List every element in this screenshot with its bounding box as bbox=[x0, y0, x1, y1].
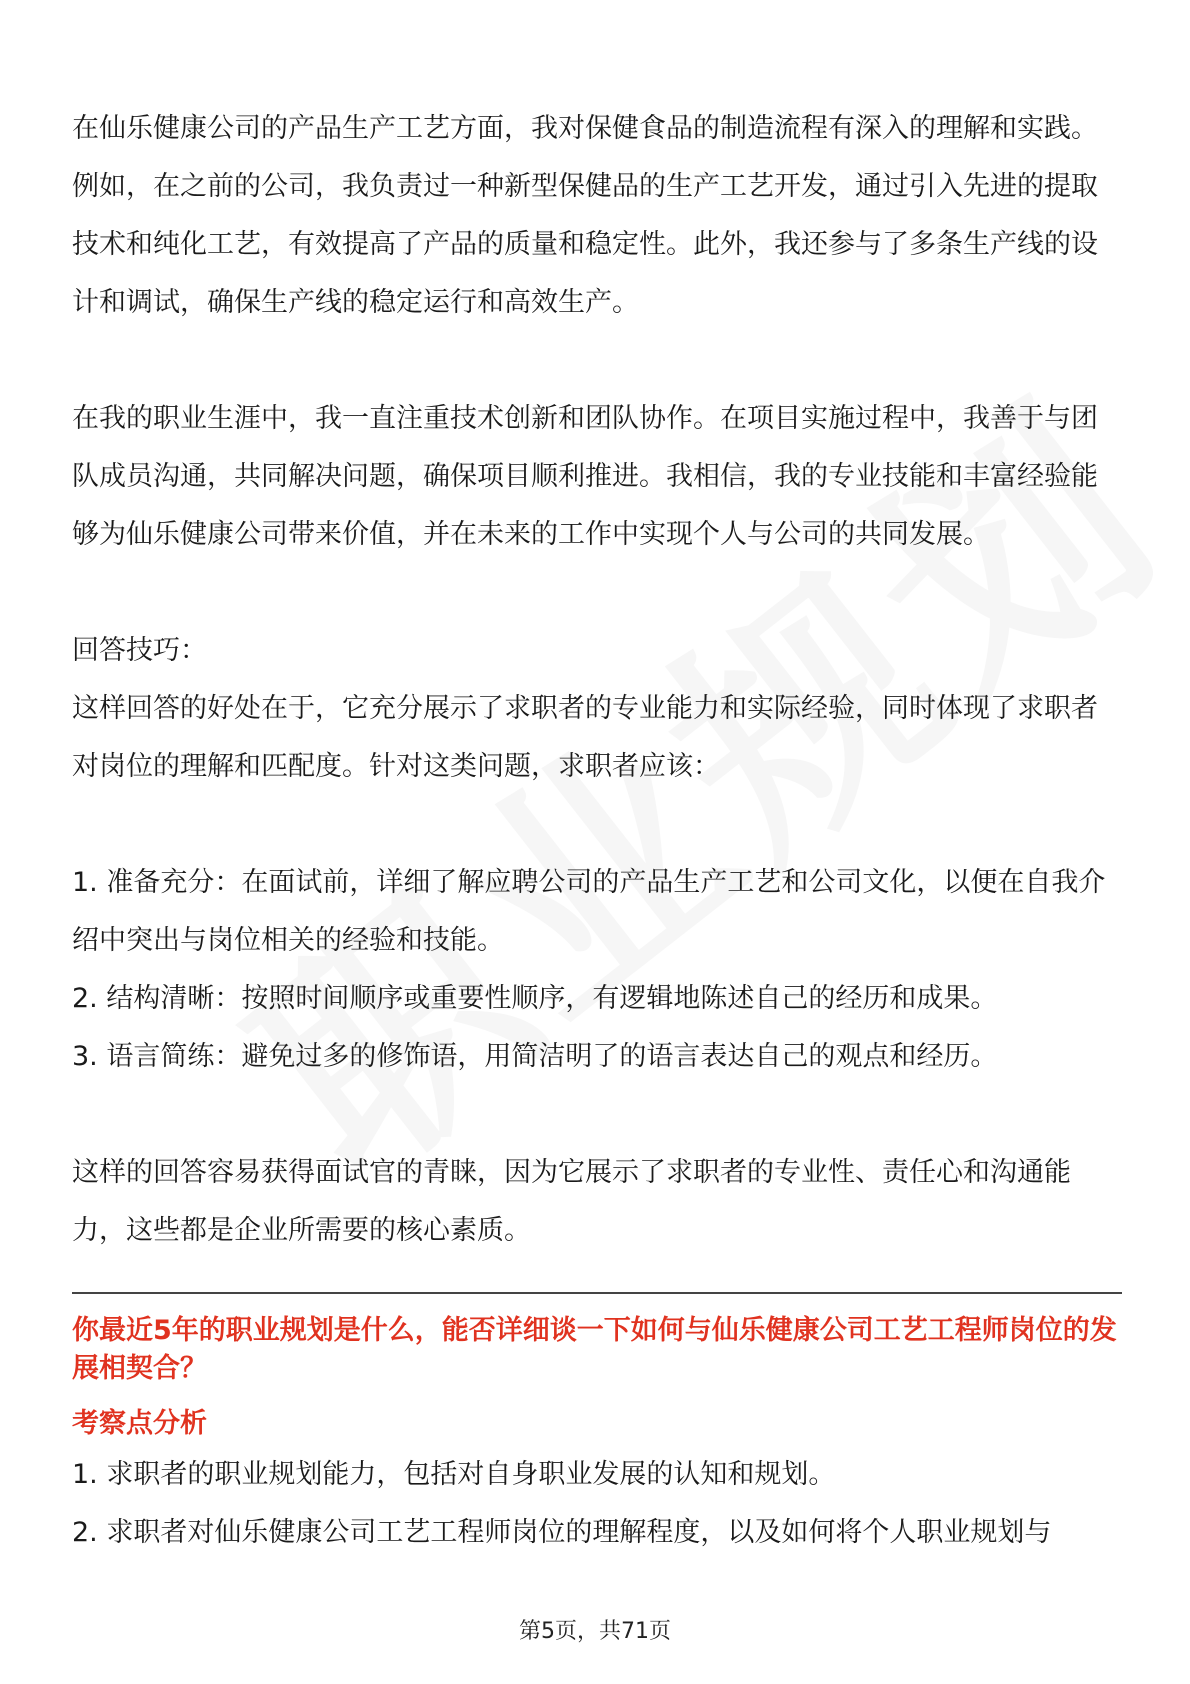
answer-paragraph-1: 在仙乐健康公司的产品生产工艺方面，我对保健食品的制造流程有深入的理解和实践。例如，在之前的公司，我负责过一种新型保健品的生产工艺开发，通过引入先进的提取技术和纯化工艺，有效提高了产品的质量和稳定性。此外，我还参与了多条生产线的设计和调试，确保生产线的稳定运行和高效生产。 bbox=[72, 113, 1098, 318]
tips-label: 回答技巧： bbox=[72, 635, 207, 666]
tips-conclusion: 这样的回答容易获得面试官的青睐，因为它展示了求职者的专业性、责任心和沟通能力，这些都是企业所需要的核心素质。 bbox=[72, 1157, 1071, 1246]
analysis-list bbox=[72, 1446, 1122, 1562]
document-body bbox=[72, 100, 1122, 1562]
question-heading: 你最近5年的职业规划是什么，能否详细谈一下如何与仙乐健康公司工艺工程师岗位的发展相契合？ bbox=[72, 1315, 1117, 1384]
list-item: 1. 准备充分：在面试前，详细了解应聘公司的产品生产工艺和公司文化，以便在自我介绍中突出与岗位相关的经验和技能。 bbox=[72, 867, 1106, 956]
list-item: 2. 求职者对仙乐健康公司工艺工程师岗位的理解程度，以及如何将个人职业规划与 bbox=[72, 1517, 1052, 1548]
analysis-title: 考察点分析 bbox=[72, 1408, 207, 1439]
list-item: 1. 求职者的职业规划能力，包括对自身职业发展的认知和规划。 bbox=[72, 1459, 836, 1490]
tips-intro: 这样回答的好处在于，它充分展示了求职者的专业能力和实际经验，同时体现了求职者对岗位的理解和匹配度。针对这类问题，求职者应该： bbox=[72, 693, 1098, 782]
answer-paragraph-2: 在我的职业生涯中，我一直注重技术创新和团队协作。在项目实施过程中，我善于与团队成员沟通，共同解决问题，确保项目顺利推进。我相信，我的专业技能和丰富经验能够为仙乐健康公司带来价值，并在未来的工作中实现个人与公司的共同发展。 bbox=[72, 403, 1098, 550]
list-item: 3. 语言简练：避免过多的修饰语，用简洁明了的语言表达自己的观点和经历。 bbox=[72, 1041, 998, 1072]
section-divider bbox=[72, 1292, 1122, 1294]
tips-list bbox=[72, 854, 1122, 1086]
page-number: 第5页，共71页 bbox=[519, 1619, 671, 1644]
list-item: 2. 结构清晰：按照时间顺序或重要性顺序，有逻辑地陈述自己的经历和成果。 bbox=[72, 983, 998, 1014]
